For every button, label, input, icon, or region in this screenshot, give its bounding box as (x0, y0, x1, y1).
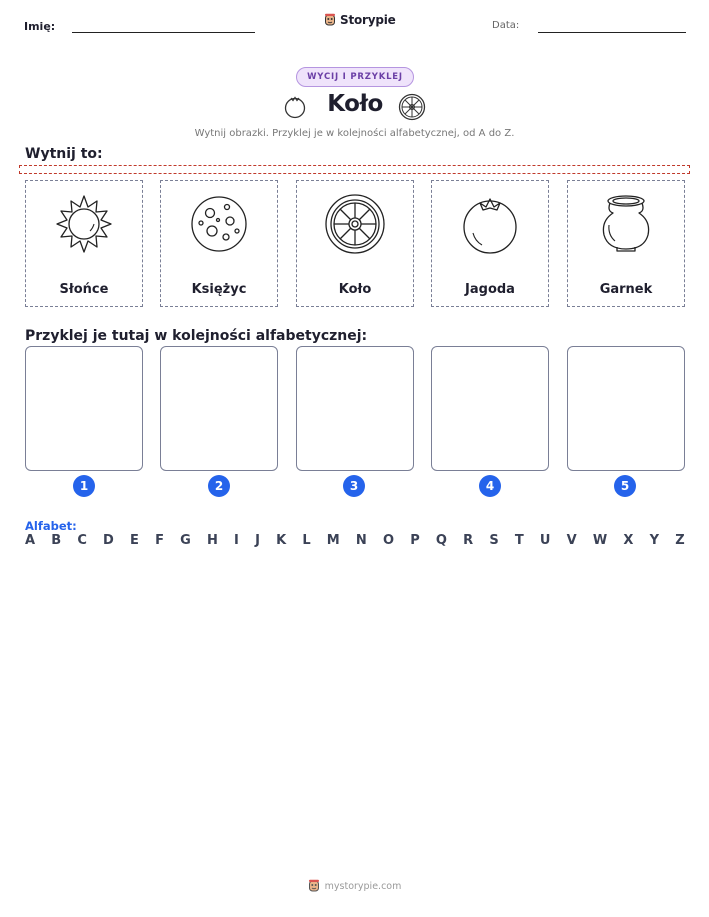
paste-box-3[interactable] (296, 346, 414, 471)
alphabet-letter: R (463, 533, 474, 548)
alphabet-letter: J (255, 533, 260, 548)
alphabet-letter: F (155, 533, 164, 548)
order-number-badge: 1 (73, 475, 95, 497)
alphabet-title: Alfabet: (25, 519, 77, 533)
alphabet-letter: A (25, 533, 36, 548)
card-label: Koło (338, 282, 372, 297)
storypie-mascot-icon (308, 879, 320, 893)
wheel-icon (324, 193, 386, 255)
footer (0, 879, 709, 893)
alphabet-letter: Y (649, 533, 660, 548)
cut-card-pot[interactable] (567, 180, 685, 307)
alphabet-letter: Q (435, 533, 447, 548)
alphabet-letter: W (592, 533, 608, 548)
alphabet-row (25, 533, 685, 548)
cut-heading: Wytnij to: (25, 146, 103, 162)
card-label: Jagoda (465, 282, 515, 297)
moon-icon (188, 193, 250, 255)
paste-heading: Przyklej je tutaj w kolejności alfabetycznej: (25, 328, 368, 344)
order-number-badge: 5 (614, 475, 636, 497)
alphabet-letter: E (130, 533, 139, 548)
name-line[interactable] (72, 32, 255, 33)
instructions-text: Wytnij obrazki. Przyklej je w kolejności alfabetycznej, od A do Z. (194, 128, 515, 139)
alphabet-letter: G (180, 533, 191, 548)
berry-icon (282, 93, 308, 119)
sun-icon (53, 193, 115, 255)
paste-box-5[interactable] (567, 346, 685, 471)
cut-card-berry[interactable] (431, 180, 549, 307)
brand-name: Storypie (340, 13, 396, 27)
paste-box-2[interactable] (160, 346, 278, 471)
alphabet-letter: B (51, 533, 62, 548)
alphabet-letter: O (382, 533, 395, 548)
cut-line (19, 165, 690, 174)
order-number-badge: 4 (479, 475, 501, 497)
alphabet-letter: M (326, 533, 340, 548)
alphabet-letter: U (539, 533, 551, 548)
alphabet-letter: I (234, 533, 239, 548)
alphabet-letter: C (77, 533, 87, 548)
cut-card-moon[interactable] (160, 180, 278, 307)
alphabet-letter: P (410, 533, 420, 548)
date-line[interactable] (538, 32, 686, 33)
footer-url[interactable]: mystorypie.com (324, 880, 402, 892)
activity-badge: WYCIJ I PRZYKLEJ (296, 67, 414, 87)
alphabet-letter: H (206, 533, 218, 548)
card-label: Słońce (59, 282, 109, 297)
cut-card-sun[interactable] (25, 180, 143, 307)
card-label: Księżyc (191, 282, 247, 297)
card-label: Garnek (599, 282, 653, 297)
pot-icon (595, 193, 657, 255)
date-label: Data: (492, 20, 520, 31)
brand-logo (324, 13, 396, 27)
alphabet-letter: N (355, 533, 367, 548)
order-number-badge: 2 (208, 475, 230, 497)
alphabet-letter: Z (675, 533, 685, 548)
order-number-badge: 3 (343, 475, 365, 497)
storypie-mascot-icon (324, 13, 336, 27)
alphabet-letter: L (302, 533, 311, 548)
alphabet-letter: V (566, 533, 577, 548)
cut-card-wheel[interactable] (296, 180, 414, 307)
paste-box-4[interactable] (431, 346, 549, 471)
alphabet-letter: T (514, 533, 524, 548)
name-label: Imię: (24, 20, 56, 33)
berry-icon (459, 193, 521, 255)
alphabet-letter: X (623, 533, 634, 548)
alphabet-letter: D (103, 533, 114, 548)
alphabet-letter: K (276, 533, 287, 548)
page-title: Koło (327, 91, 383, 117)
paste-box-1[interactable] (25, 346, 143, 471)
wheel-icon (398, 93, 426, 121)
alphabet-letter: S (489, 533, 499, 548)
